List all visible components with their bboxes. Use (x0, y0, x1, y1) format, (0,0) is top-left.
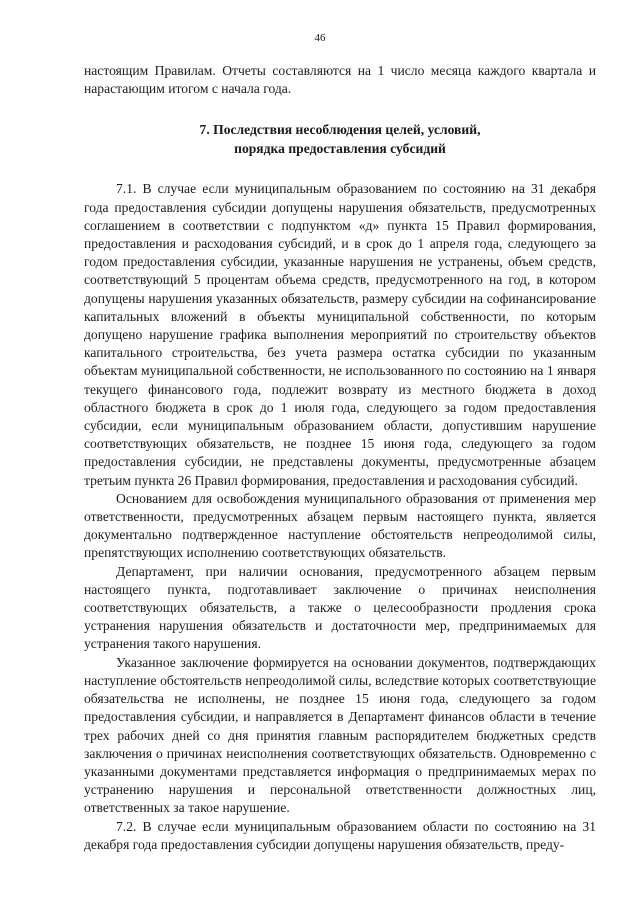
paragraph-7-2: 7.2. В случае если муниципальным образованием области по состоянию на 31 декабря года предоставления субсидии допущены нарушения обязательств, преду- (84, 818, 596, 852)
section-heading-line-1: 7. Последствия несоблюдения целей, условий, (199, 122, 481, 138)
paragraph-conclusion-formation: Указанное заключение формируется на основании документов, подтверждающих наступление обстоятельств непреодолимой силы, вследствие которых соответствующие обязательства не исполнены, не позднее 15 июня года, следующего за годом предоставления субсидии, и направляется в Департамент финансов области в течение трех рабочих дней со дня принятия главным распорядителем бюджетных средств заключения о причинах неисполнения соответствующих обязательств. Одновременно с указанными документами представляется информация о предпринимаемых мерах по устранению нарушения и персональной ответственности должностных лиц, ответственных за такое нарушение. (84, 654, 596, 816)
page-number: 46 (314, 32, 326, 44)
section-heading-line-2: порядка предоставления субсидий (234, 141, 446, 157)
paragraph-grounds-exemption: Основанием для освобождения муниципального образования от применения мер ответственности, предусмотренных абзацем первым настоящего пункта, является документально подтвержденное наступление обстоятельств непреодолимой силы, препятствующих исполнению соответствующих обязательств. (84, 490, 596, 561)
paragraph-7-1: 7.1. В случае если муниципальным образованием по состоянию на 31 декабря года предоставления субсидии допущены нарушения обязательств, предусмотренных соглашением в соответствии с подпунктом «д» пункта 15 Правил формирования, предоставления и расходования субсидий, и в срок до 1 апреля года, следующего за годом предоставления субсидии, указанные нарушения не устранены, объем средств, соответствующий 5 процентам объема средств, предусмотренного на год, в котором допущены нарушения указанных обязательств, размеру субсидии на софинансирование капитальных вложений в объекты муниципальной собственности, по которым допущено нарушение графика выполнения мероприятий по строительству объектов капитального строительства, без учета размера остатка субсидии по указанным объектам муниципальной собственности, не использованного по состоянию на 1 января текущего финансового года, подлежит возврату из местного бюджета в доход областного бюджета в срок до 1 июля года, следующего за годом предоставления субсидии, если муниципальным образованием области, допустившим нарушение соответствующих обязательств, не позднее 15 июня года, следующего за годом предоставления субсидии, не представлены документы, предусмотренные абзацем третьим пункта 26 Правил формирования, предоставления и расходования субсидий. (84, 181, 596, 488)
paragraph-department-conclusion: Департамент, при наличии основания, предусмотренного абзацем первым настоящего пункта, подготавливает заключение о причинах неисполнения соответствующих обязательств, а также о целесообразности продления срока устранения нарушения обязательств и достаточности мер, предпринимаемых для устранения такого нарушения. (84, 563, 596, 652)
section-heading (84, 120, 596, 158)
document-body (84, 62, 596, 854)
intro-paragraph: настоящим Правилам. Отчеты составляются на 1 число месяца каждого квартала и нарастающим итогом с начала года. (84, 63, 596, 97)
